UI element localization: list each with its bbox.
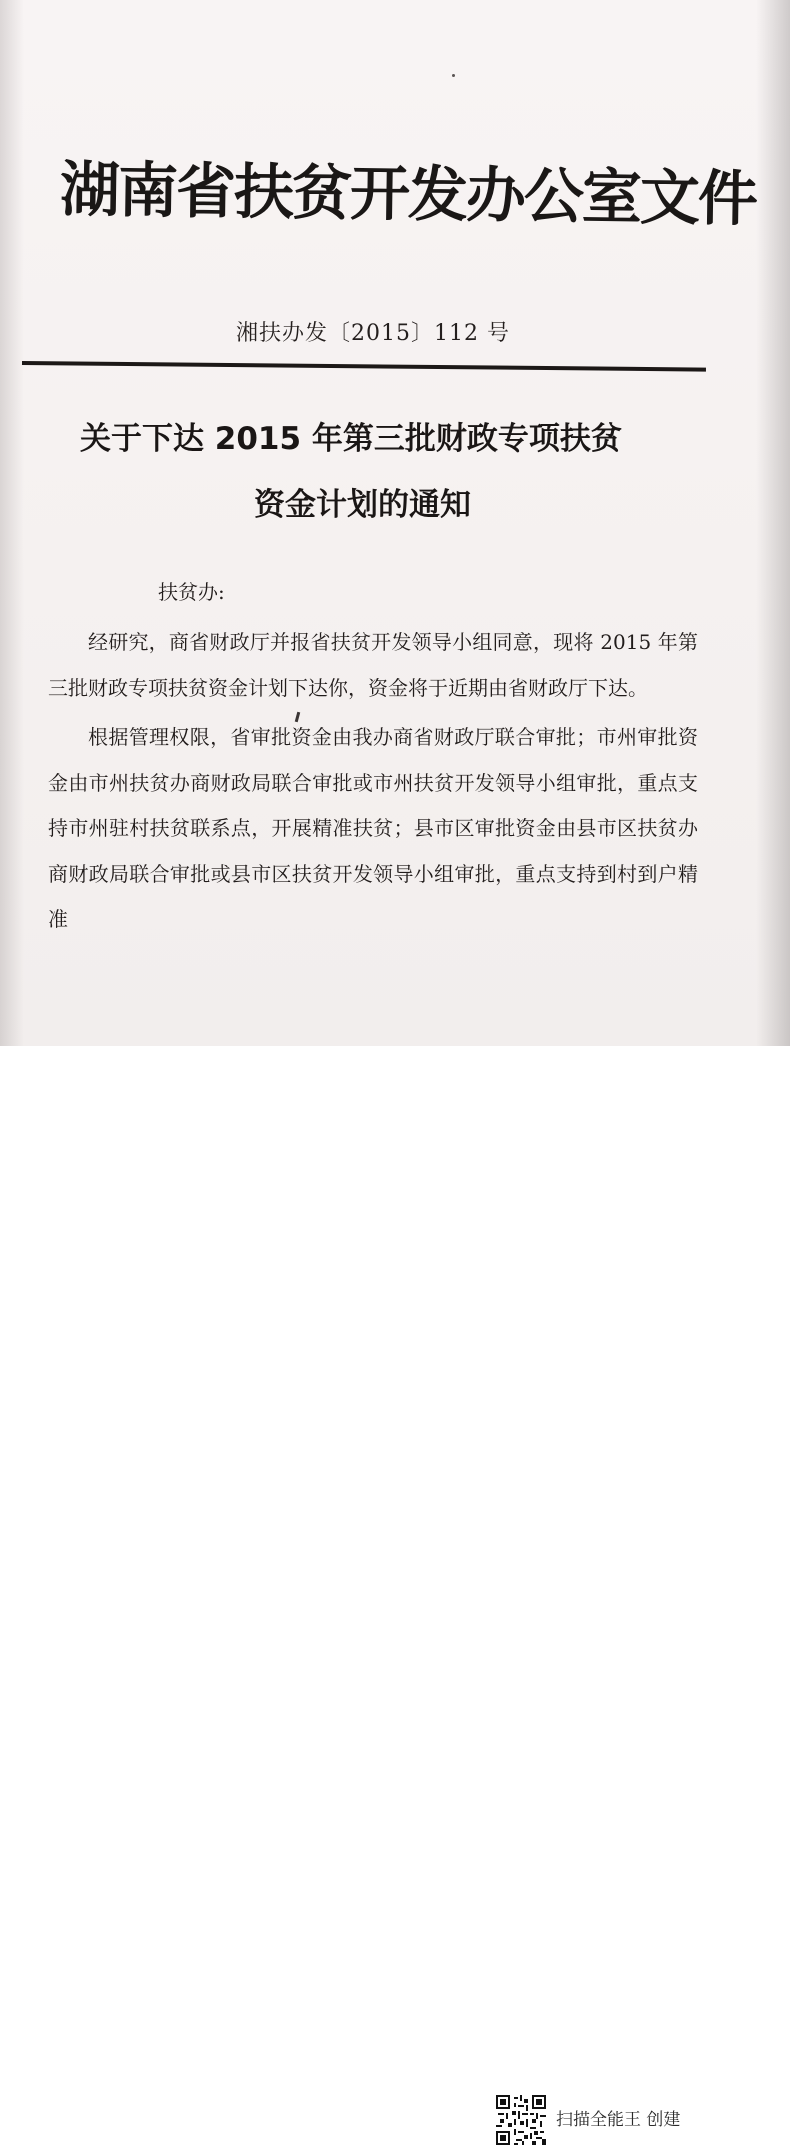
notice-title-line-2: 资金计划的通知 (254, 487, 471, 523)
scanner-app-label: 扫描全能王 创建 (556, 2110, 681, 2130)
scanned-page (0, 0, 790, 1046)
document-body (48, 572, 698, 943)
header-divider-line (22, 361, 706, 372)
qr-code-icon (496, 2095, 546, 2145)
notice-title-line-1: 关于下达 2015 年第三批财政专项扶贫 (80, 421, 622, 457)
body-paragraph-2: 根据管理权限，省审批资金由我办商省财政厅联合审批；市州审批资金由市州扶贫办商财政局联合审批或市州扶贫开发领导小组审批，重点支持市州驻村扶贫联系点，开展精准扶贫；县市区审批资金由县市区扶贫办商财政局联合审批或县市区扶贫开发领导小组审批，重点支持到村到户精准 (48, 725, 698, 931)
notice-title (30, 418, 690, 526)
issuer-header-title: 湖南省扶贫开发办公室文件 (59, 155, 757, 235)
salutation: 扶贫办: (158, 580, 225, 604)
body-paragraph-1: 经研究，商省财政厅并报省扶贫开发领导小组同意，现将 2015 年第三批财政专项扶贫资金计划下达你，资金将于近期由省财政厅下达。 (48, 630, 698, 700)
scanner-footer (0, 1046, 794, 2130)
scan-speck (452, 74, 455, 77)
document-number: 湘扶办发〔2015〕112 号 (236, 321, 510, 346)
